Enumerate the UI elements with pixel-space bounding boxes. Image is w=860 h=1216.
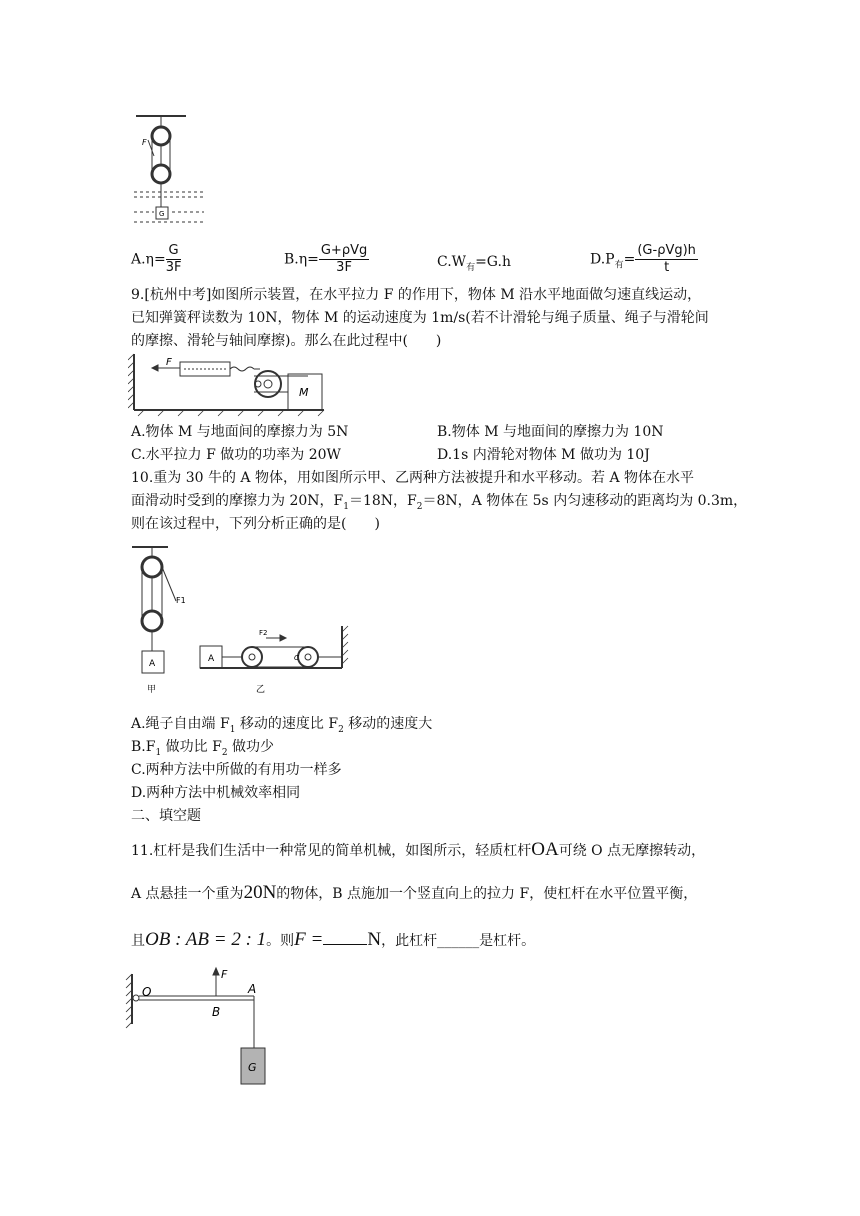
q10-option-d[interactable]: D.两种方法中机械效率相同	[131, 785, 301, 801]
q9-option-c[interactable]: C.水平拉力 F 做功的功率为 20W	[131, 447, 341, 463]
q8-option-d-equals: =	[623, 251, 636, 268]
q8-option-d-subscript: 有	[614, 260, 624, 271]
q9-stem-line-3: 的摩擦、滑轮与轴间摩擦)。那么在此过程中( )	[131, 333, 442, 349]
q8-option-b[interactable]	[284, 243, 369, 276]
q9-option-d[interactable]: D.1s 内滑轮对物体 M 做功为 10J	[437, 447, 650, 463]
q10-fig-label-F2: F2	[259, 629, 268, 637]
q10-fig-label-F1: F1	[176, 596, 186, 605]
q8-option-a-numerator: G	[166, 243, 182, 260]
q11-fig-label-B: B	[212, 1005, 221, 1019]
q8-option-d[interactable]	[590, 243, 698, 276]
q8-option-a-denominator: 3F	[165, 260, 182, 275]
q11-fig-label-A: A	[248, 982, 257, 996]
q9-option-a[interactable]: A.物体 M 与地面间的摩擦力为 5N	[131, 424, 349, 440]
q10-option-a[interactable]: A.绳子自由端 $F_1$ 移动的速度比 $F_2$ 移动的速度大	[131, 716, 433, 735]
q10-option-b[interactable]: $B.F_1$ 做功比 $F_2$ 做功少	[131, 739, 274, 758]
q10-fig-label-A-yi: A	[208, 654, 215, 664]
q9-fig-label-M: M	[299, 386, 309, 399]
q8-pulley-figure	[128, 112, 210, 232]
q8-option-c-subscript: 有	[466, 262, 476, 273]
q10-fig-label-C: C	[294, 654, 299, 662]
q8-option-d-denominator: t	[664, 260, 670, 275]
q10-fig-label-A-jia: A	[149, 659, 156, 669]
q11-stem-line-2: A 点悬挂一个重为20N的物体，B 点施加一个竖直向上的拉力 F，使杠杆在水平位置平衡，	[131, 882, 698, 903]
q9-fig-label-F: F	[166, 357, 172, 368]
q8-option-c-prefix: C.W	[437, 254, 467, 270]
q11-answer-blank-force[interactable]	[323, 930, 367, 945]
q10-fig-caption-jia: 甲	[147, 685, 157, 695]
q8-option-b-denominator: 3F	[336, 260, 352, 275]
q11-fig-label-F: F	[221, 968, 228, 981]
q11-stem-line-1: 11.杠杆是我们生活中一种常见的简单机械，如图所示，轻质杠杆OA可绕 O 点无摩擦转动，	[131, 839, 706, 860]
q8-fig-label-F: F	[142, 138, 147, 147]
q10-stem-line-3: 则在该过程中，下列分析正确的是( )	[131, 516, 380, 532]
q9-option-b[interactable]: B.物体 M 与地面间的摩擦力为 10N	[437, 424, 664, 440]
q8-option-b-numerator: G+ρVg	[320, 243, 368, 258]
q8-option-d-numerator: (G-ρVg)h	[637, 243, 696, 258]
q8-option-c[interactable]	[437, 252, 511, 278]
q10-fig-caption-yi: 乙	[256, 685, 266, 695]
q8-option-b-label: B.η=	[284, 251, 319, 268]
q9-stem-line-2: 已知弹簧秤读数为 10N，物体 M 的运动速度为 1m/s(若不计滑轮与绳子质量、绳子与滑轮间	[131, 310, 709, 326]
q8-option-d-prefix: D.P	[590, 251, 615, 268]
q10-figure-yi	[196, 622, 352, 698]
q11-stem-line-3: 且OB : AB = 2 : 1。则F = N，此杠杆______是杠杆。	[131, 929, 536, 950]
q10-stem-line-2: 面滑动时受到的摩擦力为 20N，$F_1=18N$，$F_2=8N$，A 物体在 5s 内匀速移动的距离均为 0.3m，	[131, 493, 748, 512]
q9-spring-scale-figure	[128, 352, 328, 418]
q8-option-a[interactable]	[131, 243, 181, 276]
q9-stem-line-1: 9.[杭州中考]如图所示装置，在水平拉力 F 的作用下，物体 M 沿水平地面做匀速直线运动，	[131, 287, 702, 303]
q10-figure-jia	[128, 543, 192, 697]
section-title-fill-in: 二、填空题	[131, 808, 201, 824]
q11-fig-label-O: O	[142, 985, 152, 999]
q11-fig-label-G: G	[248, 1061, 257, 1074]
q10-option-c[interactable]: C.两种方法中所做的有用功一样多	[131, 762, 342, 778]
q8-fig-label-G: G	[159, 210, 165, 218]
q8-option-c-text: =G.h	[475, 254, 511, 270]
q10-stem-line-1: 10.重为 30 牛的 A 物体，用如图所示甲、乙两种方法被提升和水平移动。若 A 物体在水平	[131, 470, 694, 486]
q11-lever-figure	[124, 966, 274, 1090]
q8-option-a-label: A.η=	[131, 251, 166, 268]
